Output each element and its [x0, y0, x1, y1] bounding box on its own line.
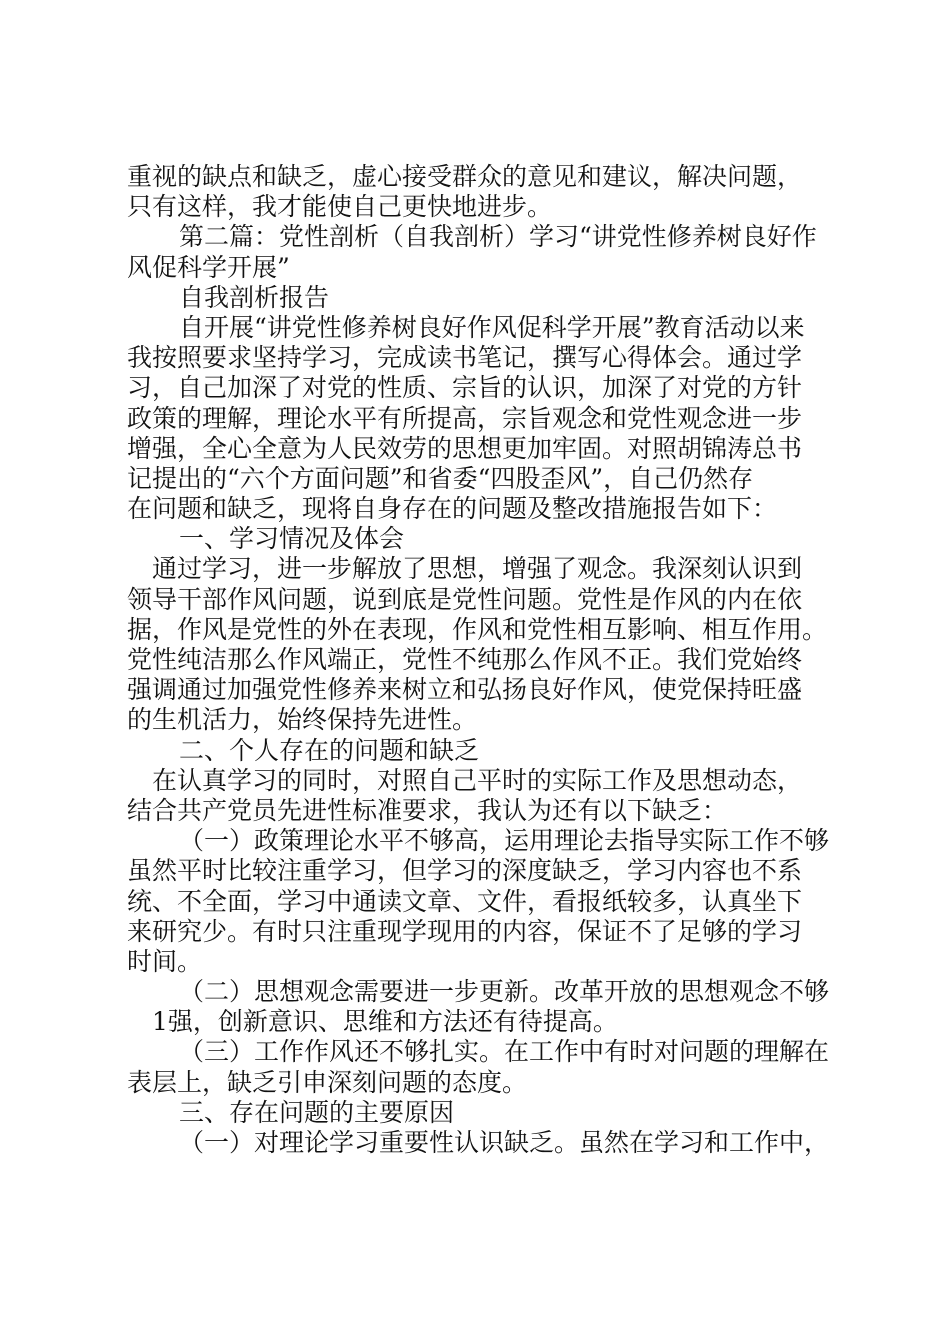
text-line: 统、不全面，学习中通读文章、文件，看报纸较多，认真坐下	[127, 886, 803, 916]
text-line: 增强，全心全意为人民效劳的思想更加牢固。对照胡锦涛总书	[127, 433, 803, 463]
text-line: 时间。	[127, 946, 203, 976]
text-line: 只有这样，我才能使自己更快地进步。	[127, 192, 553, 222]
text-line: 领导干部作风问题，说到底是党性问题。党性是作风的内在依	[127, 584, 803, 614]
text-line: 据，作风是党性的外在表现，作风和党性相互影响、相互作用。	[127, 614, 828, 644]
text-line: （一）政策理论水平不够高，运用理论去指导实际工作不够	[179, 826, 830, 856]
text-line: 虽然平时比较注重学习，但学习的深度缺乏，学习内容也不系	[127, 856, 803, 886]
text-line: 结合共产党员先进性标准要求，我认为还有以下缺乏：	[127, 795, 728, 825]
body-text	[127, 162, 830, 1158]
text-line: （三）工作作风还不够扎实。在工作中有时对问题的理解在	[179, 1037, 830, 1067]
text-line: （一）对理论学习重要性认识缺乏。虽然在学习和工作中，	[179, 1128, 830, 1157]
text-line: 重视的缺点和缺乏，虚心接受群众的意见和建议，解决问题，	[127, 162, 803, 191]
text-line: 在问题和缺乏，现将自身存在的问题及整改措施报告如下：	[127, 494, 778, 524]
text-line: 表层上，缺乏引申深刻问题的态度。	[127, 1067, 528, 1097]
text-line: （二）思想观念需要进一步更新。改革开放的思想观念不够	[179, 977, 830, 1007]
text-line: 记提出的“六个方面问题”和省委“四股歪风”，自己仍然存	[127, 463, 754, 493]
text-line: 1强，创新意识、思维和方法还有待提高。	[152, 1007, 618, 1037]
text-line: 在认真学习的同时，对照自己平时的实际工作及思想动态，	[152, 765, 803, 795]
heading-line: 三、存在问题的主要原因	[179, 1097, 455, 1127]
text-line: 我按照要求坚持学习，完成读书笔记，撰写心得体会。通过学	[127, 343, 803, 373]
text-line: 来研究少。有时只注重现学现用的内容，保证不了足够的学习	[127, 916, 803, 946]
heading-line: 二、个人存在的问题和缺乏	[179, 735, 480, 765]
text-line: 通过学习，进一步解放了思想，增强了观念。我深刻认识到	[152, 554, 803, 584]
text-line: 党性纯洁那么作风端正，党性不纯那么作风不正。我们党始终	[127, 645, 803, 674]
heading-line: 一、学习情况及体会	[179, 524, 405, 554]
text-line: 的生机活力，始终保持先进性。	[127, 705, 478, 735]
section-title-line: 第二篇：党性剖析（自我剖析）学习“讲党性修养树良好作	[179, 222, 817, 252]
text-line: 自开展“讲党性修养树良好作风促科学开展”教育活动以来	[179, 312, 805, 342]
report-title: 自我剖析报告	[179, 282, 330, 312]
text-line: 政策的理解，理论水平有所提高，宗旨观念和党性观念进一步	[127, 403, 803, 433]
text-line: 强调通过加强党性修养来树立和弘扬良好作风，使党保持旺盛	[127, 675, 803, 705]
section-title-line: 风促科学开展”	[127, 252, 290, 282]
text-line: 习，自己加深了对党的性质、宗旨的认识，加深了对党的方针	[127, 373, 803, 403]
